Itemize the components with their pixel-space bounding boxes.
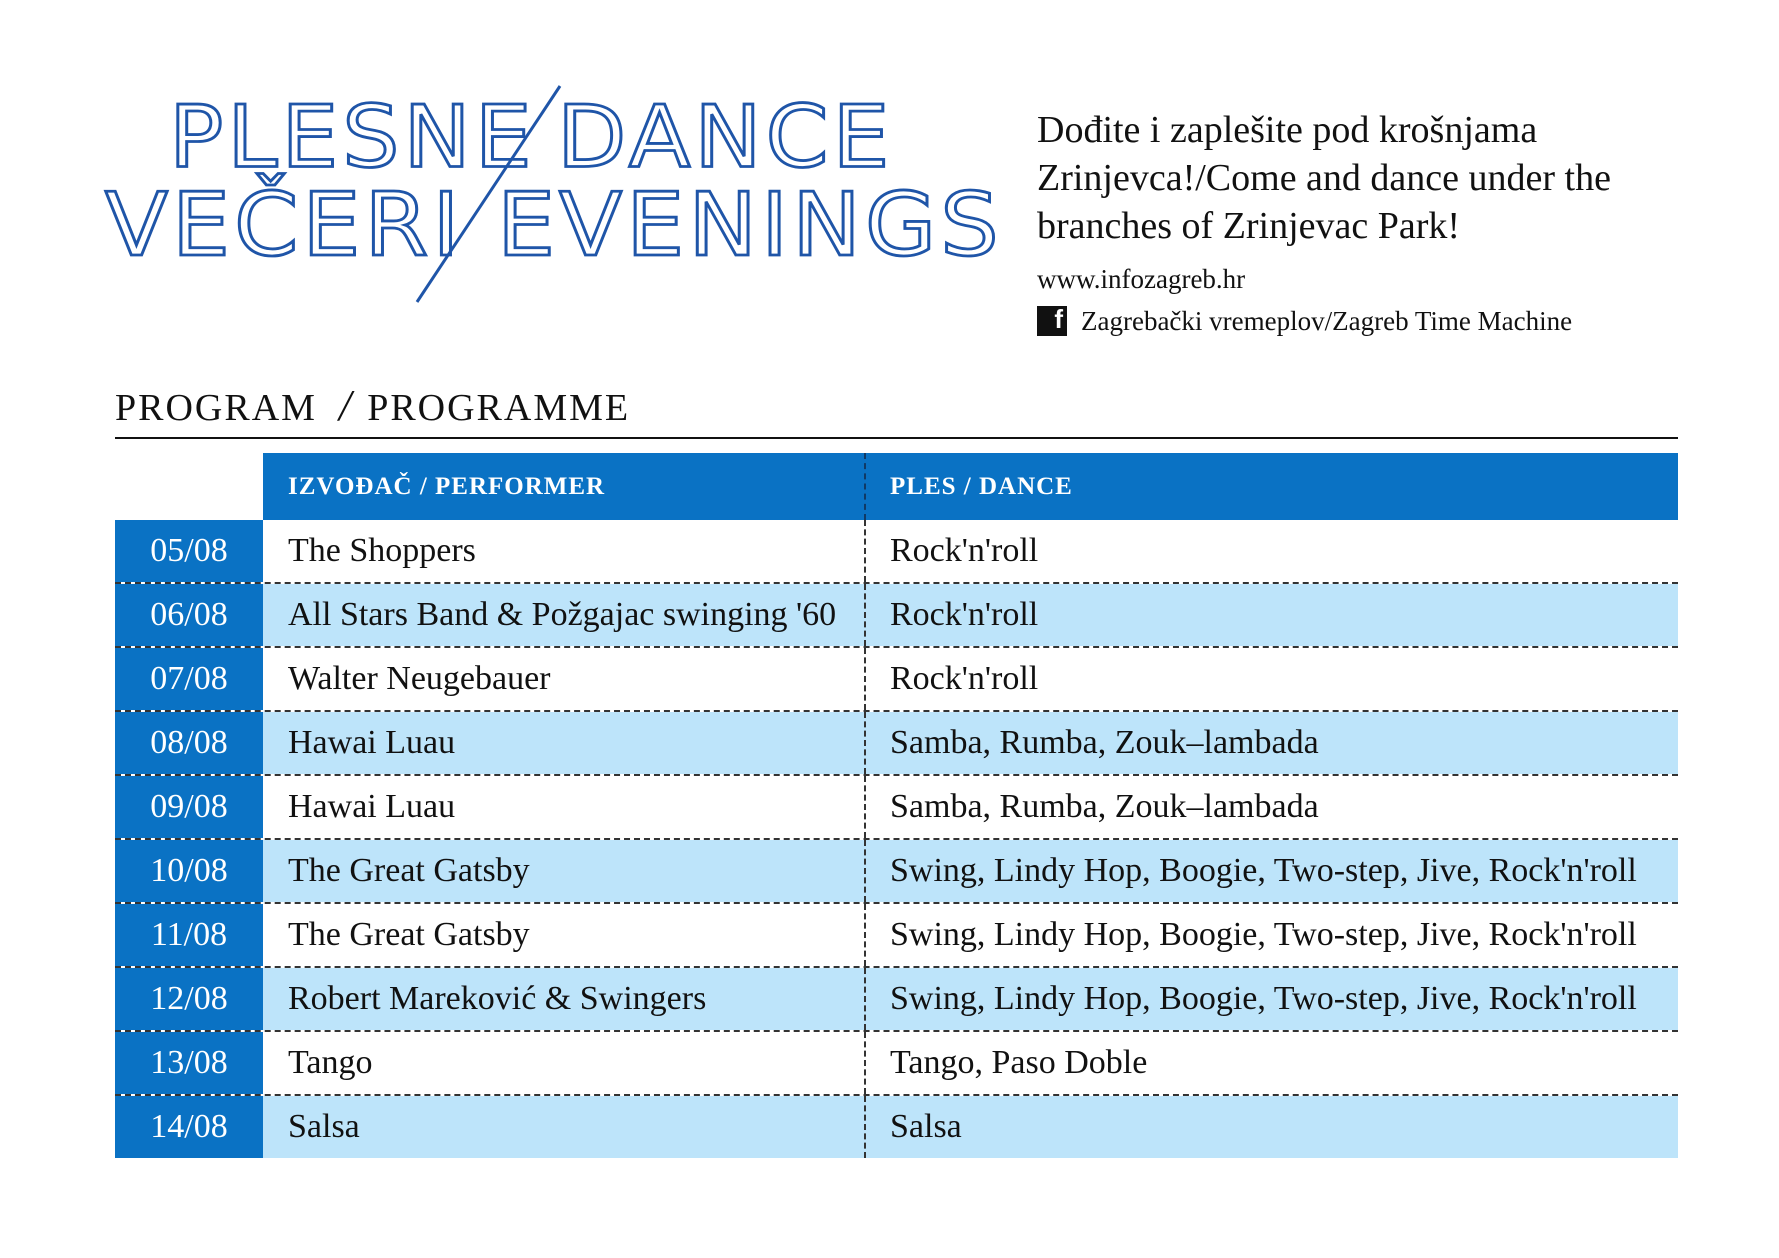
table-row [115,774,1678,838]
facebook-label: Zagrebački vremeplov/Zagreb Time Machine [1081,306,1573,336]
row-performer: Hawai Luau [263,712,866,774]
table-row [115,966,1678,1030]
section-title-right: PROGRAMME [367,387,631,429]
program-table [115,453,1678,1158]
facebook-link[interactable] [1037,304,1737,338]
row-performer: Walter Neugebauer [263,648,866,710]
logo-word-veceri: VEČERI [105,174,464,277]
row-performer: All Stars Band & Požgajac swinging '60 [263,584,866,646]
header-performer: IZVOĐAČ / PERFORMER [263,453,866,520]
row-dance: Rock'n'roll [890,660,1039,697]
table-header-blank [115,453,263,520]
table-row [115,646,1678,710]
row-performer: The Great Gatsby [263,904,866,966]
event-logo [105,70,1003,310]
row-performer: Salsa [263,1096,866,1158]
website-link[interactable]: www.infozagreb.hr [1037,264,1246,294]
logo-word-plesne: PLESNE [169,87,536,188]
row-date: 13/08 [115,1032,263,1094]
row-date: 10/08 [115,840,263,902]
logo-slash-icon [105,70,955,310]
row-dance: Swing, Lindy Hop, Boogie, Two-step, Jive, Rock'n'roll [890,916,1637,953]
section-divider [115,437,1678,439]
facebook-icon: f [1037,306,1067,336]
section-title-left: PROGRAM [115,387,317,429]
row-date: 12/08 [115,968,263,1030]
section-title [115,380,630,431]
row-date: 09/08 [115,776,263,838]
row-dance: Rock'n'roll [866,584,1678,646]
row-date: 05/08 [115,520,263,582]
row-date: 08/08 [115,712,263,774]
row-dance: Swing, Lindy Hop, Boogie, Two-step, Jive, Rock'n'roll [866,840,1678,902]
row-date: 07/08 [115,648,263,710]
row-dance: Samba, Rumba, Zouk–lambada [866,712,1678,774]
section-title-slash: / [338,381,354,430]
logo-word-evenings: EVENINGS [497,174,1003,277]
row-performer: Tango [263,1032,866,1094]
row-date: 14/08 [115,1096,263,1158]
row-dance: Samba, Rumba, Zouk–lambada [890,788,1319,825]
row-date: 06/08 [115,584,263,646]
table-row [115,1030,1678,1094]
row-dance: Tango, Paso Doble [890,1044,1148,1081]
row-performer: The Shoppers [263,520,866,582]
table-body [115,520,1678,1158]
row-dance: Rock'n'roll [890,532,1039,569]
row-performer: The Great Gatsby [263,840,866,902]
logo-word-dance: DANCE [557,87,894,188]
table-row [115,710,1678,774]
row-dance: Swing, Lindy Hop, Boogie, Two-step, Jive, Rock'n'roll [866,968,1678,1030]
table-header [115,453,1678,520]
intro-text: Dođite i zaplešite pod krošnjama Zrinjevca!/Come and dance under the branches of Zrinjevac Park! [1037,109,1611,247]
table-row [115,520,1678,582]
table-row [115,838,1678,902]
table-row [115,902,1678,966]
row-dance: Salsa [866,1096,1678,1158]
row-performer: Robert Mareković & Swingers [263,968,866,1030]
intro-block [1037,106,1737,338]
table-row [115,1094,1678,1158]
row-date: 11/08 [115,904,263,966]
row-performer: Hawai Luau [263,776,866,838]
header-dance: PLES / DANCE [866,453,1678,520]
table-row [115,582,1678,646]
